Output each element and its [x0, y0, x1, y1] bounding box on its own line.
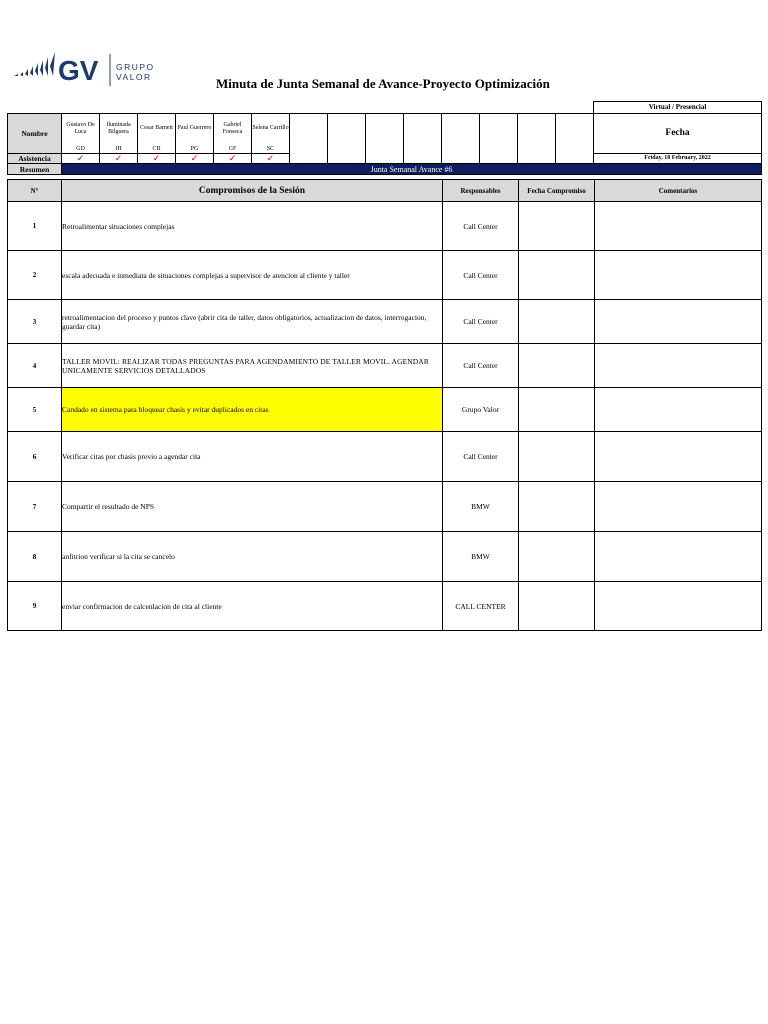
table-row — [8, 388, 762, 432]
row-commitment-date — [519, 202, 595, 251]
row-commitment-date — [519, 251, 595, 300]
row-comments — [595, 482, 762, 532]
person-name: Gustavo De Luca — [62, 114, 100, 144]
row-number: 8 — [8, 532, 62, 582]
row-comments — [595, 251, 762, 300]
header-number: N° — [8, 180, 62, 202]
row-commitment: Verificar citas por chasis previo a agendar cita — [62, 432, 443, 482]
row-commitment: retroalimentacion del proceso y puntos clave (abrir cita de taller, datos obligatorios, actualizacion de datos, interrogacion, guardar cita) — [62, 300, 443, 344]
row-commitment-date — [519, 532, 595, 582]
row-number: 2 — [8, 251, 62, 300]
table-row — [8, 300, 762, 344]
row-comments — [595, 300, 762, 344]
row-comments — [595, 432, 762, 482]
person-initials: PG — [176, 144, 214, 154]
row-number: 1 — [8, 202, 62, 251]
table-row — [8, 432, 762, 482]
person-name — [518, 114, 556, 164]
person-name: Iluminada Bilguera — [100, 114, 138, 144]
row-responsible: Call Center — [443, 300, 519, 344]
row-commitment-date — [519, 482, 595, 532]
person-initials: GD — [62, 144, 100, 154]
header-comments: Comentarios — [595, 180, 762, 202]
summary-label: Resumen — [8, 164, 62, 175]
person-name: Paul Guerrero — [176, 114, 214, 144]
row-responsible: Call Center — [443, 202, 519, 251]
person-name — [328, 114, 366, 164]
date-label: Fecha — [594, 114, 762, 154]
row-number: 6 — [8, 432, 62, 482]
row-commitment: enviar confirmacion de calcenlacion de cita al cliente — [62, 582, 443, 631]
row-responsible: Grupo Valor — [443, 388, 519, 432]
logo-word-grupo: GRUPO — [116, 62, 155, 72]
row-commitment-date — [519, 432, 595, 482]
row-commitment-date — [519, 388, 595, 432]
person-name — [442, 114, 480, 164]
row-responsible: BMW — [443, 532, 519, 582]
row-comments — [595, 532, 762, 582]
header-responsible: Responsables — [443, 180, 519, 202]
person-name: Selena Carrillo — [252, 114, 290, 144]
check-icon: ✓ — [214, 154, 252, 164]
table-row — [8, 582, 762, 631]
person-name — [290, 114, 328, 164]
row-number: 3 — [8, 300, 62, 344]
row-responsible: CALL CENTER — [443, 582, 519, 631]
person-initials: IH — [100, 144, 138, 154]
row-comments — [595, 582, 762, 631]
check-icon: ✓ — [138, 154, 176, 164]
table-row — [8, 344, 762, 388]
date-value: Friday, 18 February, 2022 — [594, 154, 762, 164]
row-responsible: Call Center — [443, 432, 519, 482]
row-commitment-date — [519, 300, 595, 344]
person-name — [404, 114, 442, 164]
row-commitment: Retroalimentar situaciones complejas — [62, 202, 443, 251]
table-row — [8, 482, 762, 532]
row-commitment: TALLER MOVIL: REALIZAR TODAS PREGUNTAS PARA AGENDAMIENTO DE TALLER MOVIL. AGENDAR UNICAMENTE SERVICIOS DETALLADOS — [62, 344, 443, 388]
header-commitment-date: Fecha Compromiso — [519, 180, 595, 202]
row-commitment: Candado en sistema para bloquear chasis y evitar duplicados en citas — [62, 388, 443, 432]
logo-initials: GV — [58, 55, 99, 86]
check-icon: ✓ — [176, 154, 214, 164]
row-responsible: BMW — [443, 482, 519, 532]
person-initials: GF — [214, 144, 252, 154]
row-comments — [595, 202, 762, 251]
row-responsible: Call Center — [443, 251, 519, 300]
person-name: Gabriel Fonseca — [214, 114, 252, 144]
row-commitment: anfitrion verificar si la cita se cancelo — [62, 532, 443, 582]
check-icon: ✓ — [100, 154, 138, 164]
grupo-valor-logo — [12, 50, 162, 94]
table-row — [8, 532, 762, 582]
attendance-label: Asistencia — [8, 154, 62, 164]
document-title: Minuta de Junta Semanal de Avance-Proyecto Optimización — [216, 76, 550, 91]
row-number: 4 — [8, 344, 62, 388]
table-row — [8, 202, 762, 251]
logo-word-valor: VALOR — [116, 72, 152, 82]
row-commitment: Compartir el resultado de NPS — [62, 482, 443, 532]
person-name — [556, 114, 594, 164]
row-comments — [595, 388, 762, 432]
person-initials: CB — [138, 144, 176, 154]
attendance-table — [7, 101, 762, 175]
summary-value: Junta Semanal Avance #6 — [62, 164, 762, 175]
header-commitments: Compromisos de la Sesión — [62, 180, 443, 202]
row-commitment-date — [519, 344, 595, 388]
commitments-table — [7, 179, 762, 631]
check-icon: ✓ — [252, 154, 290, 164]
row-commitment: escala adecuada e inmediata de situaciones complejas a supervisor de atencion al cliente y taller — [62, 251, 443, 300]
row-number: 7 — [8, 482, 62, 532]
name-label: Nombre — [8, 114, 62, 154]
person-name — [366, 114, 404, 164]
table-row — [8, 251, 762, 300]
mode-label: Virtual / Presencial — [594, 102, 762, 114]
row-responsible: Call Center — [443, 344, 519, 388]
row-number: 9 — [8, 582, 62, 631]
person-name: Cesar Barnett — [138, 114, 176, 144]
person-initials: SC — [252, 144, 290, 154]
row-commitment-date — [519, 582, 595, 631]
person-name — [480, 114, 518, 164]
row-number: 5 — [8, 388, 62, 432]
check-icon: ✓ — [62, 154, 100, 164]
row-comments — [595, 344, 762, 388]
